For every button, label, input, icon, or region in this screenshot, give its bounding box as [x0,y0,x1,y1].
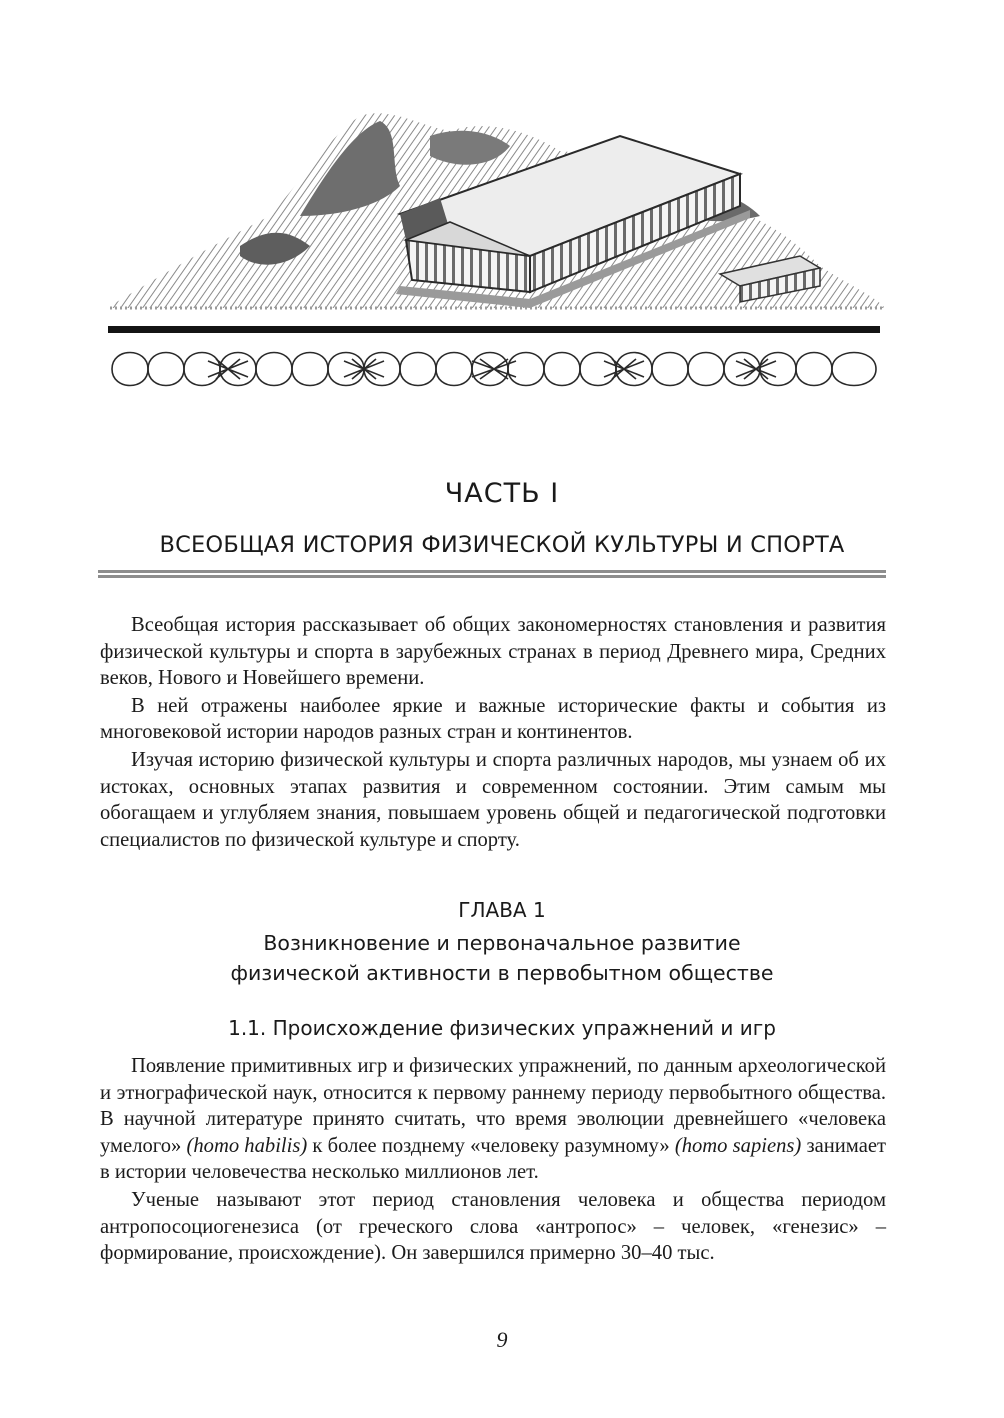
body-p1-text-a: Появление примитивных игр и физических упражнений, по данным археологической и этнографической наук, относится к первому раннему периоду первобытного общества. В научной литературе принято считать, что время эволюции древнейшего «человека умелого» [100,1055,886,1157]
header-rule [108,326,880,333]
body-paragraph-2: Ученые называют этот период становления человека и общества периодом антропосоциогенезиса (от греческого слова «антропос» – человек, «генезис» – формирование, происхождение). Он завершился примерно 30–40 тыс. [100,1188,886,1265]
body-p1-text-c: занимает в истории человечества несколько миллионов лет. [100,1134,886,1184]
page-number: 9 [496,1327,508,1352]
section-body [100,1053,886,1267]
ornament-band [108,341,880,397]
chapter-title-line-1: Возникновение и первоначальное развитие [263,931,741,955]
chapter-title-line-2: физической активности в первобытном обществе [230,961,774,985]
body-p1-latin-1: (homo habilis) [186,1134,308,1157]
intro-text [100,612,886,853]
part-title: ВСЕОБЩАЯ ИСТОРИЯ ФИЗИЧЕСКОЙ КУЛЬТУРЫ И СПОРТА [159,532,845,558]
part-title-underline [98,570,886,578]
intro-paragraph-1: Всеобщая история рассказывает об общих закономерностях становления и развития физической культуры и спорта в зарубежных странах в период Древнего мира, Средних веков, Нового и Новейшего времени. [100,614,886,690]
intro-paragraph-2: В ней отражены наиболее яркие и важные исторические факты и события из многовековой истории народов разных стран и континентов. [100,694,886,744]
chapter-label: ГЛАВА 1 [458,898,546,922]
intro-paragraph-3: Изучая историю физической культуры и спорта различных народов, мы узнаем об их истоках, основных этапах развития и современном состоянии. Этим самым мы обогащаем и углубляем знания, повышаем уровень общей и педагогической подготовки специалистов по физической культуре и спорту. [100,748,886,851]
body-p1-latin-2: (homo sapiens) [674,1134,802,1157]
temple-illustration [100,96,890,320]
body-paragraph-1 [100,1053,886,1186]
body-p1-text-b: к более позднему «человеку разумному» [312,1134,670,1157]
section-title: 1.1. Происхождение физических упражнений и игр [228,1016,776,1040]
chapter-title [0,928,1004,988]
part-label: ЧАСТЬ I [444,478,560,509]
